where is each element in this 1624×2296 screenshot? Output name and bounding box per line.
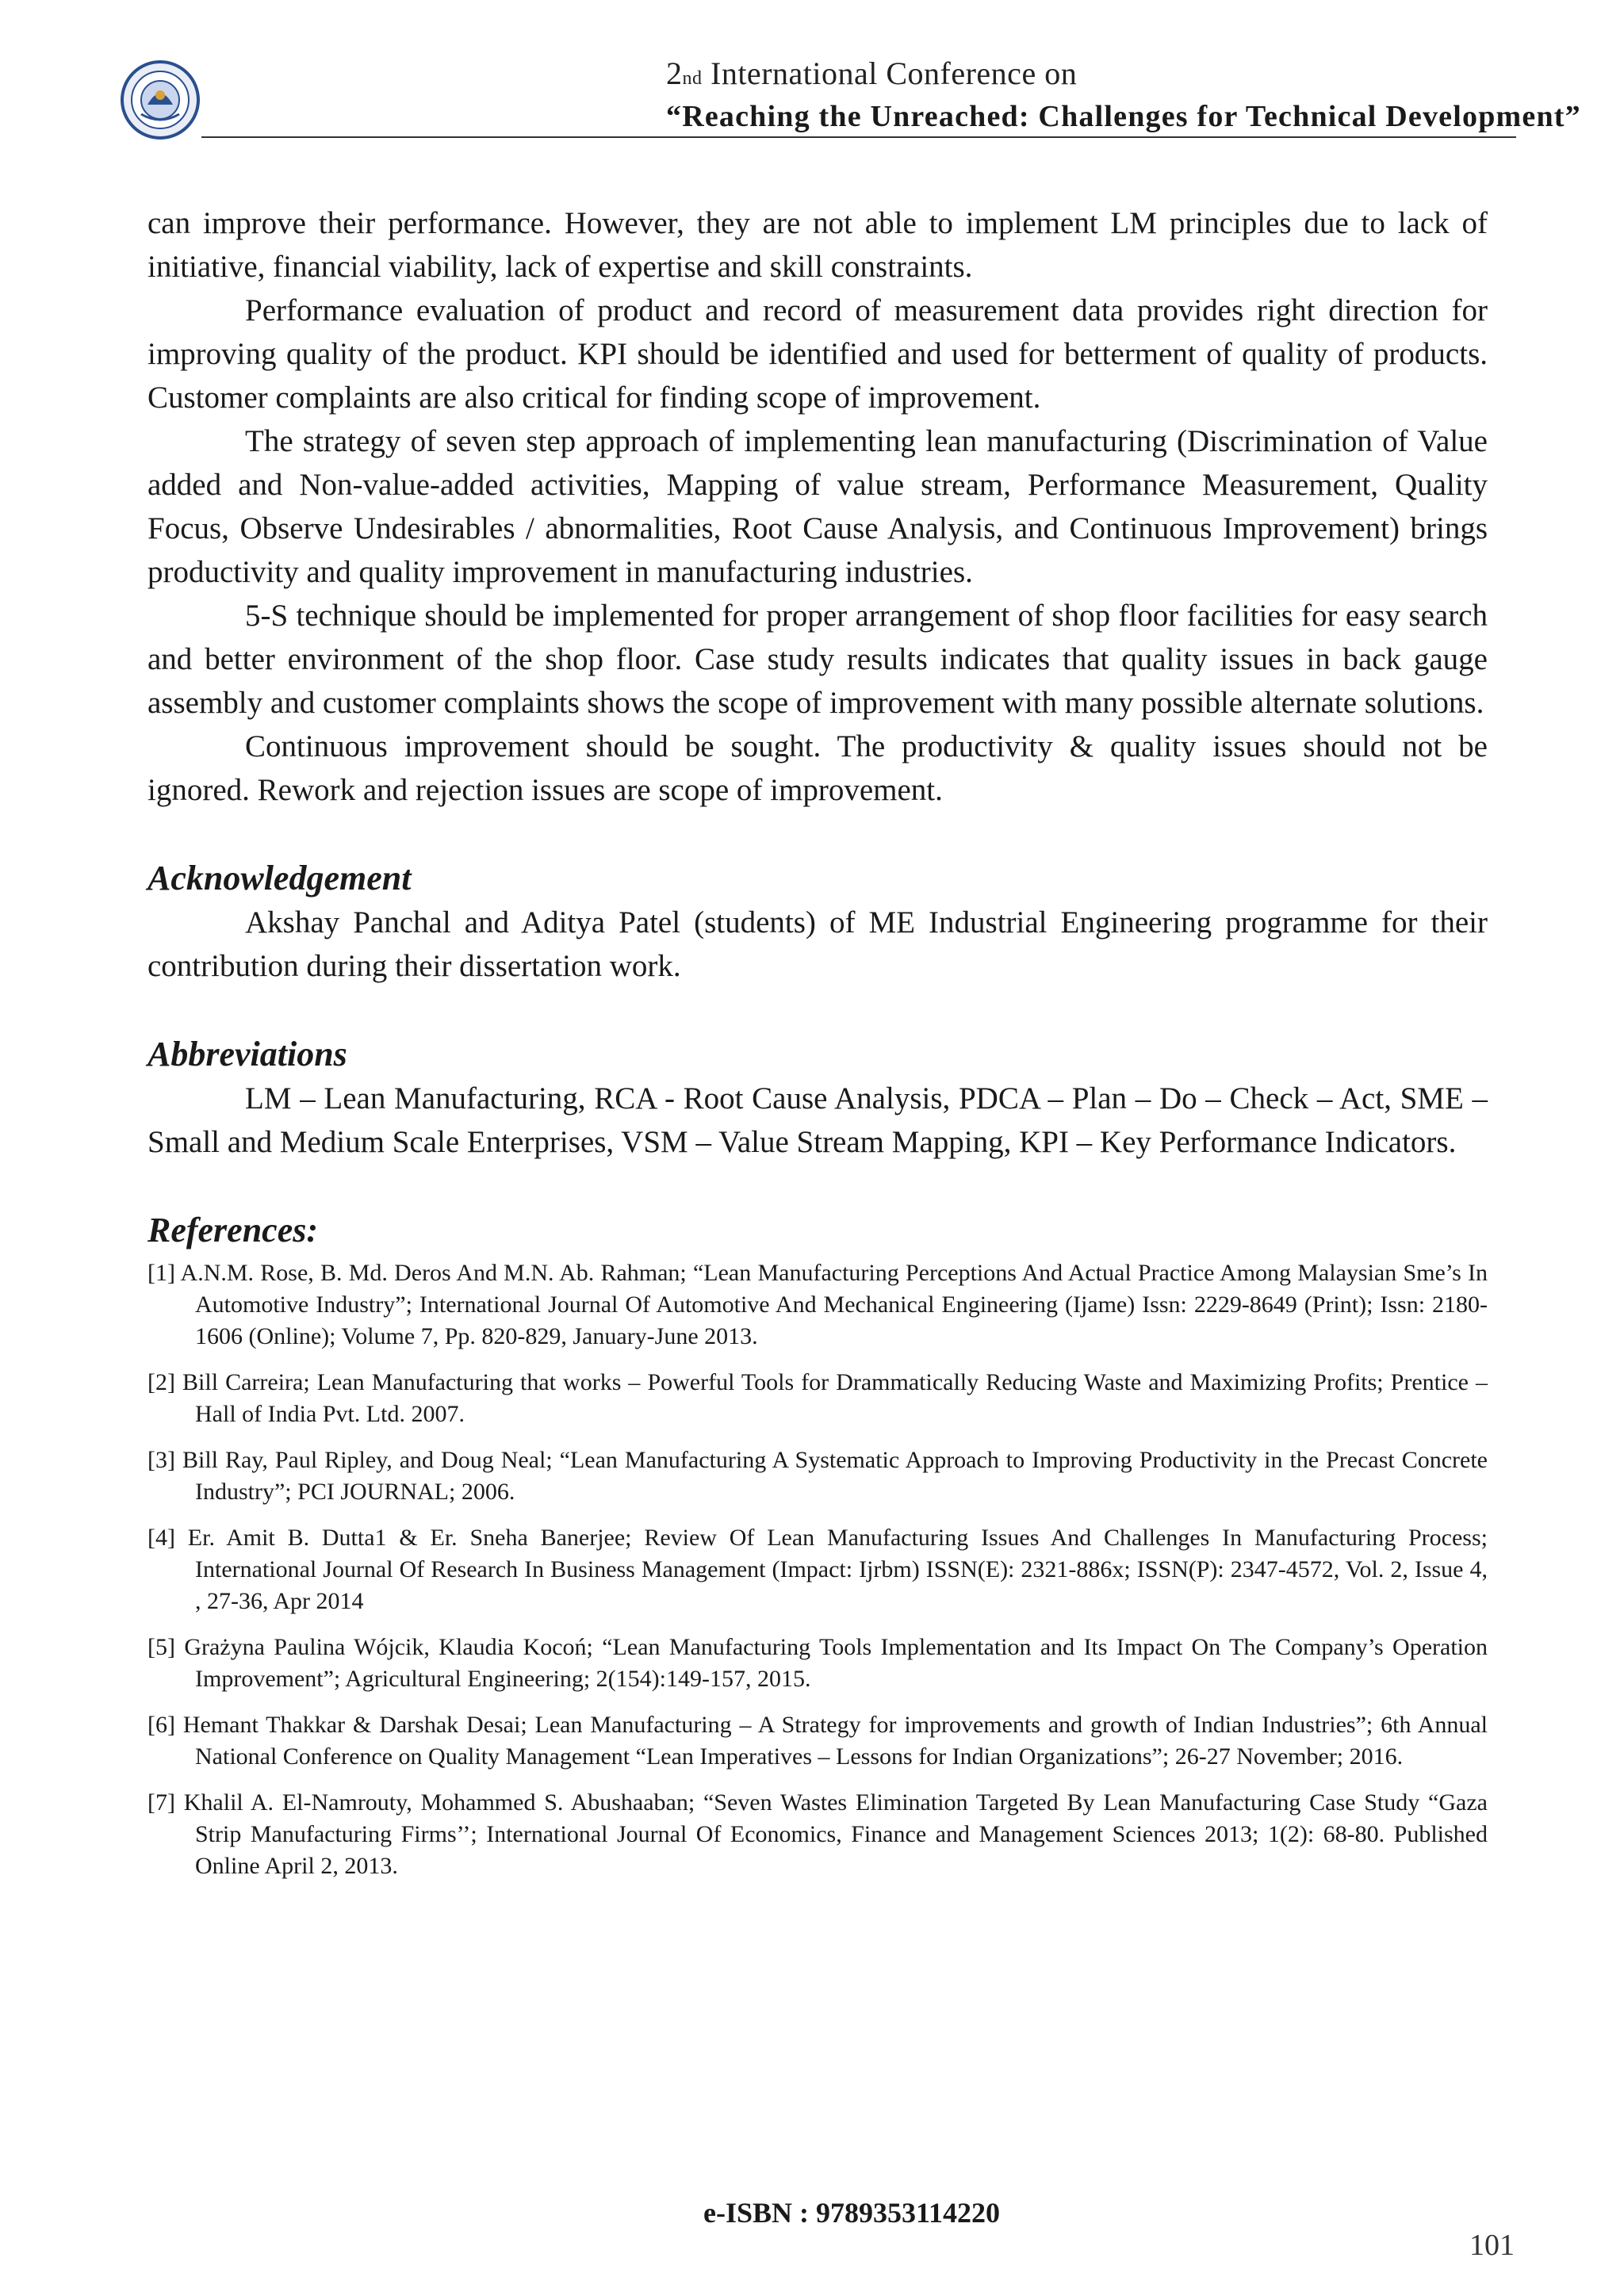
- references-heading: References:: [147, 1211, 319, 1249]
- conf-ordinal-suffix: nd: [682, 68, 703, 89]
- reference-item: [5] Grażyna Paulina Wójcik, Klaudia Kocoń; “Lean Manufacturing Tools Implementation and Its Impact On The Company’s Operation Improvement”; Agricultural Engineering; 2(154):149-157, 2015.: [147, 1634, 1488, 1692]
- conference-theme: “Reaching the Unreached: Challenges for Technical Development”: [666, 100, 1581, 133]
- paragraph-5s-technique: 5-S technique should be implemented for proper arrangement of shop floor facilities for easy search and better environment of the shop floor. Case study results indicates that quality issues in back gauge assembly and customer complaints shows the scope of improvement with many possible alternate solutions.: [147, 599, 1488, 720]
- page-number: 101: [1469, 2229, 1515, 2262]
- reference-item: [4] Er. Amit B. Dutta1 & Er. Sneha Banerjee; Review Of Lean Manufacturing Issues And Challenges In Manufacturing Process; International Journal Of Research In Business Management (Impact: Ijrbm) ISSN(E): 2321-886x; ISSN(P): 2347-4572, Vol. 2, Issue 4, , 27-36, Apr 2014: [147, 1525, 1488, 1614]
- header-rule: [201, 136, 1516, 138]
- conference-header-text: [216, 54, 1581, 135]
- page-header: [119, 54, 1581, 141]
- page-body: [147, 201, 1488, 1896]
- paragraph-continuous-improvement: Continuous improvement should be sought. The productivity & quality issues should not be ignored. Rework and rejection issues are scope of improvement.: [147, 729, 1488, 807]
- acknowledgement-heading: Acknowledgement: [147, 859, 412, 897]
- reference-item: [7] Khalil A. El-Namrouty, Mohammed S. Abushaaban; “Seven Wastes Elimination Targeted By Lean Manufacturing Case Study “Gaza Strip Manufacturing Firms’’; International Journal Of Economics, Finance and Management Sciences 2013; 1(2): 68-80. Published Online April 2, 2013.: [147, 1789, 1488, 1879]
- references-list: [147, 1257, 1488, 1882]
- conf-title: International Conference on: [702, 55, 1078, 91]
- conf-ordinal-number: 2: [666, 55, 683, 91]
- conference-name: [666, 54, 1516, 98]
- reference-item: [3] Bill Ray, Paul Ripley, and Doug Neal; “Lean Manufacturing A Systematic Approach to Improving Productivity in the Precast Concrete Industry”; PCI JOURNAL; 2006.: [147, 1447, 1488, 1505]
- footer-isbn: e-ISBN : 9789353114220: [703, 2197, 1000, 2229]
- conference-seal-logo: [119, 59, 201, 141]
- reference-item: [2] Bill Carreira; Lean Manufacturing that works – Powerful Tools for Drammatically Reducing Waste and Maximizing Profits; Prentice – Hall of India Pvt. Ltd. 2007.: [147, 1369, 1488, 1427]
- paragraph-seven-step-approach: The strategy of seven step approach of implementing lean manufacturing (Discrimination of Value added and Non-value-added activities, Mapping of value stream, Performance Measurement, Quality Focus, Observe Undesirables / abnormalities, Root Cause Analysis, and Continuous Improvement) brings productivity and quality improvement in manufacturing industries.: [147, 424, 1488, 589]
- acknowledgement-text: Akshay Panchal and Aditya Patel (students) of ME Industrial Engineering programme for their contribution during their dissertation work.: [147, 905, 1488, 983]
- paragraph-performance-evaluation: Performance evaluation of product and record of measurement data provides right direction for improving quality of the product. KPI should be identified and used for betterment of quality of products. Customer complaints are also critical for finding scope of improvement.: [147, 293, 1488, 415]
- reference-item: [6] Hemant Thakkar & Darshak Desai; Lean Manufacturing – A Strategy for improvements and growth of Indian Industries”; 6th Annual National Conference on Quality Management “Lean Imperatives – Lessons for Indian Organizations”; 26-27 November; 2016.: [147, 1712, 1488, 1770]
- abbreviations-heading: Abbreviations: [147, 1035, 347, 1073]
- abbreviations-text: LM – Lean Manufacturing, RCA - Root Cause Analysis, PDCA – Plan – Do – Check – Act, SME – Small and Medium Scale Enterprises, VSM – Value Stream Mapping, KPI – Key Performance Indicators.: [147, 1081, 1488, 1159]
- reference-item: [1] A.N.M. Rose, B. Md. Deros And M.N. Ab. Rahman; “Lean Manufacturing Perceptions And Actual Practice Among Malaysian Sme’s In Automotive Industry”; International Journal Of Automotive And Mechanical Engineering (Ijame) Issn: 2229-8649 (Print); Issn: 2180-1606 (Online); Volume 7, Pp. 820-829, January-June 2013.: [147, 1260, 1488, 1349]
- paragraph-continuation: can improve their performance. However, they are not able to implement LM principles due to lack of initiative, financial viability, lack of expertise and skill constraints.: [147, 206, 1488, 284]
